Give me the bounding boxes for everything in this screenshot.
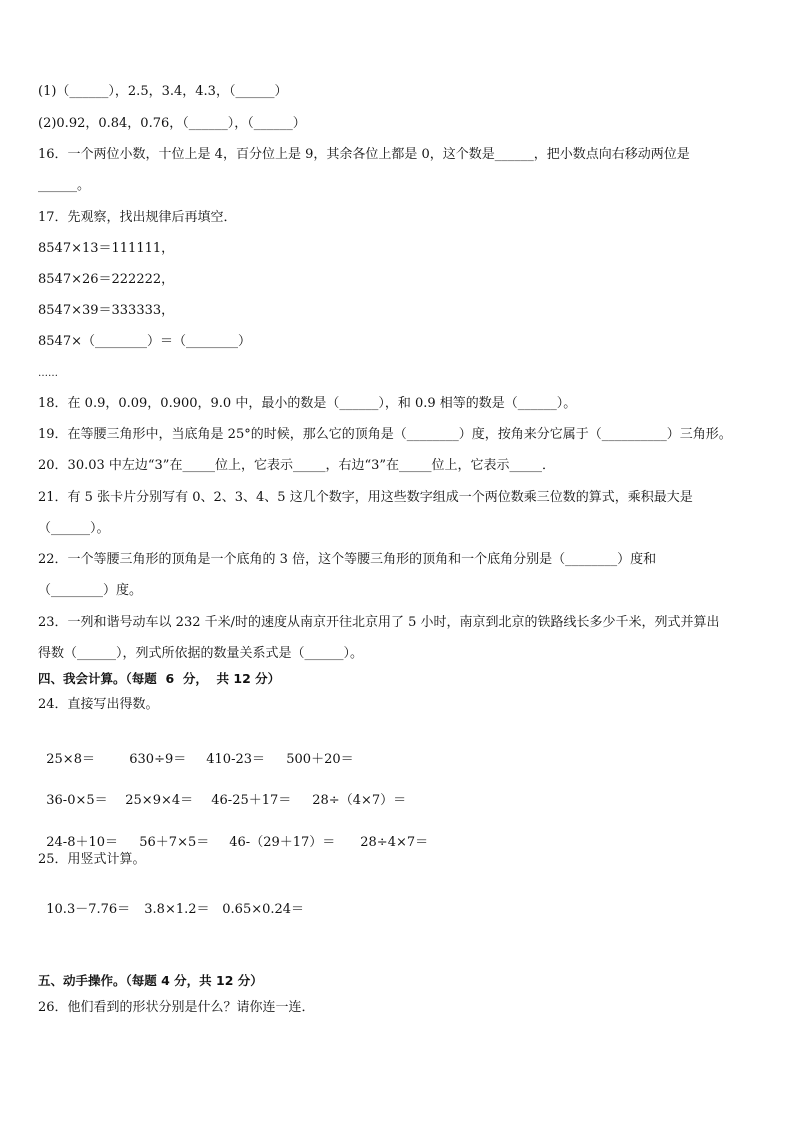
q24-title: 24．直接写出得数。 [38,697,159,712]
section-4-heading: 四、我会计算。（每题 6 分， 共 12 分） [38,671,281,686]
q26-title: 26．他们看到的形状分别是什么？请你连一连． [38,1000,315,1015]
calc-row-1 [38,733,354,769]
calc-item: 0.65×0.24＝ [222,902,305,917]
calc-item: 500＋20＝ [286,752,354,767]
calc-item: 25×9×4＝ [125,793,194,808]
q21-line2: （______）。 [38,521,110,536]
q18: 18．在 0.9，0.09，0.900，9.0 中，最小的数是（______），和 0.9 相等的数是（______）。 [38,396,577,411]
calc-item: 25×8＝ [46,752,95,767]
calc-row-3 [38,816,428,852]
calc-row-2 [38,774,406,810]
calc-item: 36-0×5＝ [46,793,108,808]
q22-line1: 22．一个等腰三角形的顶角是一个底角的 3 倍，这个等腰三角形的顶角和一个底角分别是（________）度和 [38,552,657,567]
q17-eq3: 8547×39＝333333， [38,303,175,318]
calc-row-4 [38,883,304,919]
q23-line1: 23．一列和谐号动车以 232 千米/时的速度从南京开往北京用了 5 小时，南京到北京的铁路线长多少千米，列式并算出 [38,615,720,630]
q15-part1: (1)（______），2.5，3.4，4.3，（______） [38,84,288,99]
q25-title: 25．用竖式计算。 [38,852,146,867]
q20: 20．30.03 中左边“3”在_____位上，它表示_____，右边“3”在_____位上，它表示_____． [38,458,556,473]
calc-item: 46-（29＋17）＝ [229,835,336,850]
calc-item: 28÷4×7＝ [360,835,429,850]
calc-item: 24-8＋10＝ [46,835,119,850]
calc-item: 630÷9＝ [129,752,187,767]
q19: 19．在等腰三角形中，当底角是 25°的时候，那么它的顶角是（________）度，按角来分它属于（__________）三角形。 [38,427,732,442]
q17-ellipsis: …… [38,368,58,379]
q17-eq4: 8547×（________）＝（________） [38,334,251,349]
q22-line2: （________）度。 [38,583,143,598]
q15-part2: (2)0.92，0.84，0.76，（______），（______） [38,116,306,131]
q17-eq2: 8547×26＝222222， [38,272,175,287]
calc-item: 56＋7×5＝ [139,835,210,850]
calc-item: 10.3－7.76＝ [46,902,131,917]
calc-item: 28÷（4×7）＝ [312,793,407,808]
q16-line1: 16．一个两位小数，十位上是 4，百分位上是 9，其余各位上都是 0，这个数是______，把小数点向右移动两位是 [38,147,690,162]
q17-eq1: 8547×13＝111111， [38,241,175,256]
calc-item: 3.8×1.2＝ [144,902,210,917]
q17-title: 17．先观察，找出规律后再填空． [38,210,237,225]
calc-item: 410-23＝ [206,752,266,767]
q21-line1: 21．有 5 张卡片分别写有 0、2、3、4、5 这几个数字，用这些数字组成一个两位数乘三位数的算式，乘积最大是 [38,490,693,505]
q16-line2: ______。 [38,178,91,193]
section-5-heading: 五、动手操作。（每题 4 分，共 12 分） [38,973,263,988]
q23-line2: 得数（______），列式所依据的数量关系式是（______）。 [38,646,364,661]
calc-item: 46-25＋17＝ [211,793,292,808]
